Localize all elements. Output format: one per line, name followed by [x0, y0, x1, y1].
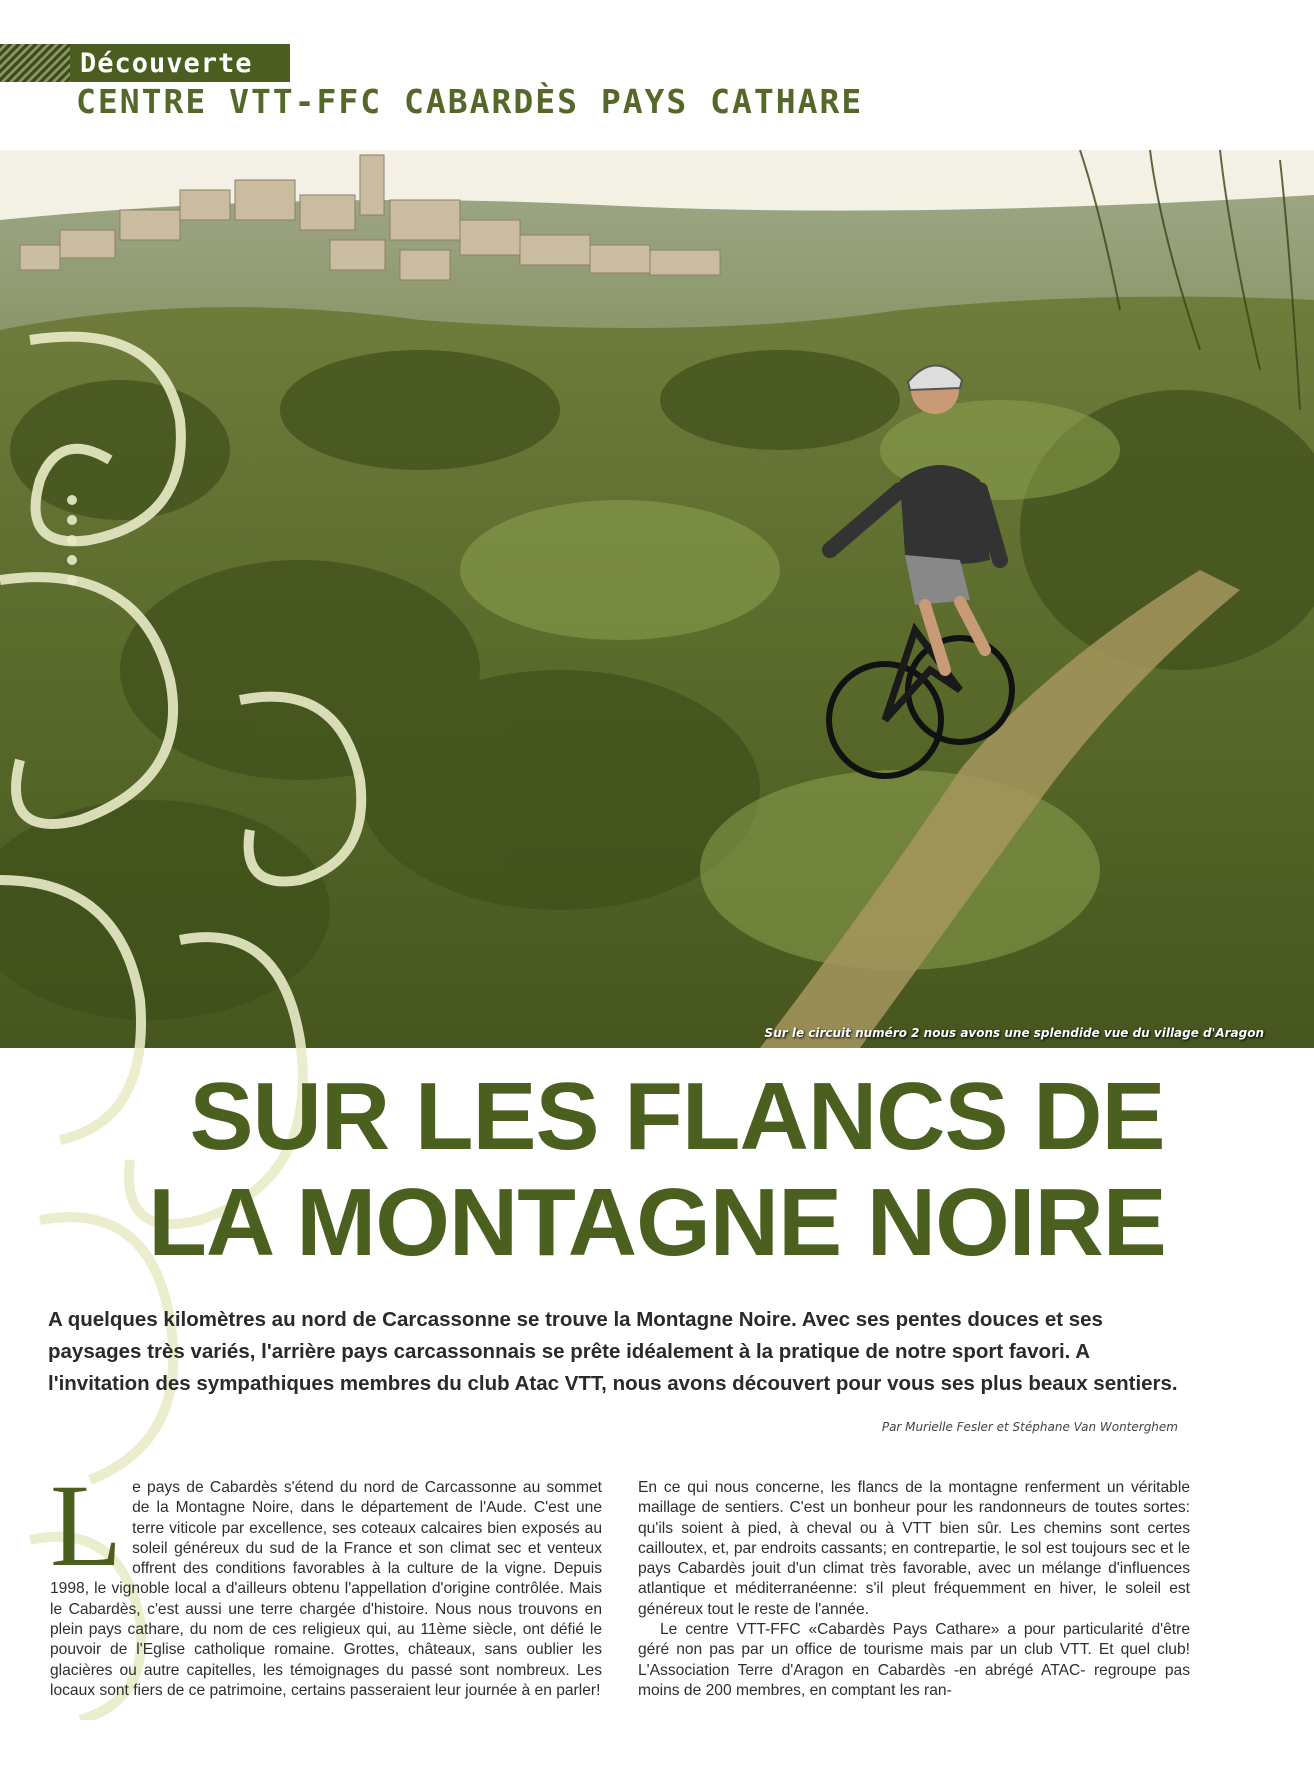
- hero-photo: [0, 150, 1314, 1048]
- headline-line-1: SUR LES FLANCS DE: [189, 1063, 1165, 1170]
- body-paragraph: e pays de Cabardès s'étend du nord de Carcassonne au sommet de la Montagne Noire, dans le département de l'Aude. C'est une terre viticole par excellence, ses coteaux calcaires bien exposés au soleil généreux du sud de la France et son climat sec et venteux offrent des conditions favorables à la culture de la vigne. Depuis 1998, le vignoble local a d'ailleurs obtenu l'appellation d'origine contrôlée. Mais le Cabardès, c'est aussi une terre chargée d'histoire. Nous nous trouvons en plein pays cathare, du nom de ces religieux qui, au 11ème siècle, ont défié le pouvoir de l'Eglise catholique romaine. Grottes, châteaux, sans oublier les glacières ou autre capitelles, les témoignages du passé sont nombreux. Les locaux sont fiers de ce patrimoine, certains passeraient leur journée à en parler!: [50, 1479, 602, 1699]
- body-column-left: [50, 1460, 602, 1701]
- body-paragraph: En ce qui nous concerne, les flancs de la montagne renferment un véritable maillage de sentiers. C'est un bonheur pour les randonneurs de toutes sortes: qu'ils soient à pied, à cheval ou à VTT bien sûr. Les chemins sont certes cailloutex, et, par endroits cassants; en contrepartie, le sol est toujours sec et le pays Cabardès jouit d'un climat très favorable, avec un mélange d'influences atlantique et méditerranéenne: s'il pleut fréquemment en hiver, le soleil est généreux tout le reste de l'année.: [638, 1479, 1190, 1618]
- section-title: CENTRE VTT-FFC CABARDÈS PAYS CATHARE: [76, 82, 864, 121]
- section-kicker: Découverte: [70, 44, 290, 82]
- byline: Par Murielle Fesler et Stéphane Van Wonterghem: [881, 1420, 1178, 1434]
- landscape-illustration: [0, 150, 1314, 1048]
- photo-caption: Sur le circuit numéro 2 nous avons une splendide vue du village d'Aragon: [764, 1026, 1264, 1040]
- drop-cap: L: [50, 1460, 123, 1591]
- body-column-right: [638, 1478, 1190, 1701]
- body-paragraph: Le centre VTT-FFC «Cabardès Pays Cathare» a pour particularité d'être géré non pas par un office de tourisme mais par un club VTT. Et quel club! L'Association Terre d'Aragon en Cabardès -en abrégé ATAC- regroupe pas moins de 200 membres, en comptant les ran-: [638, 1621, 1190, 1699]
- headline-line-2: LA MONTAGNE NOIRE: [148, 1169, 1166, 1276]
- headline: [0, 1064, 1314, 1276]
- lead-paragraph: A quelques kilomètres au nord de Carcassonne se trouve la Montagne Noire. Avec ses pentes douces et ses paysages très variés, l'arrière pays carcassonnais se prête idéalement à la pratique de notre sport favori. A l'invitation des sympathiques membres du club Atac VTT, nous avons découvert pour vous ses plus beaux sentiers.: [48, 1308, 1178, 1395]
